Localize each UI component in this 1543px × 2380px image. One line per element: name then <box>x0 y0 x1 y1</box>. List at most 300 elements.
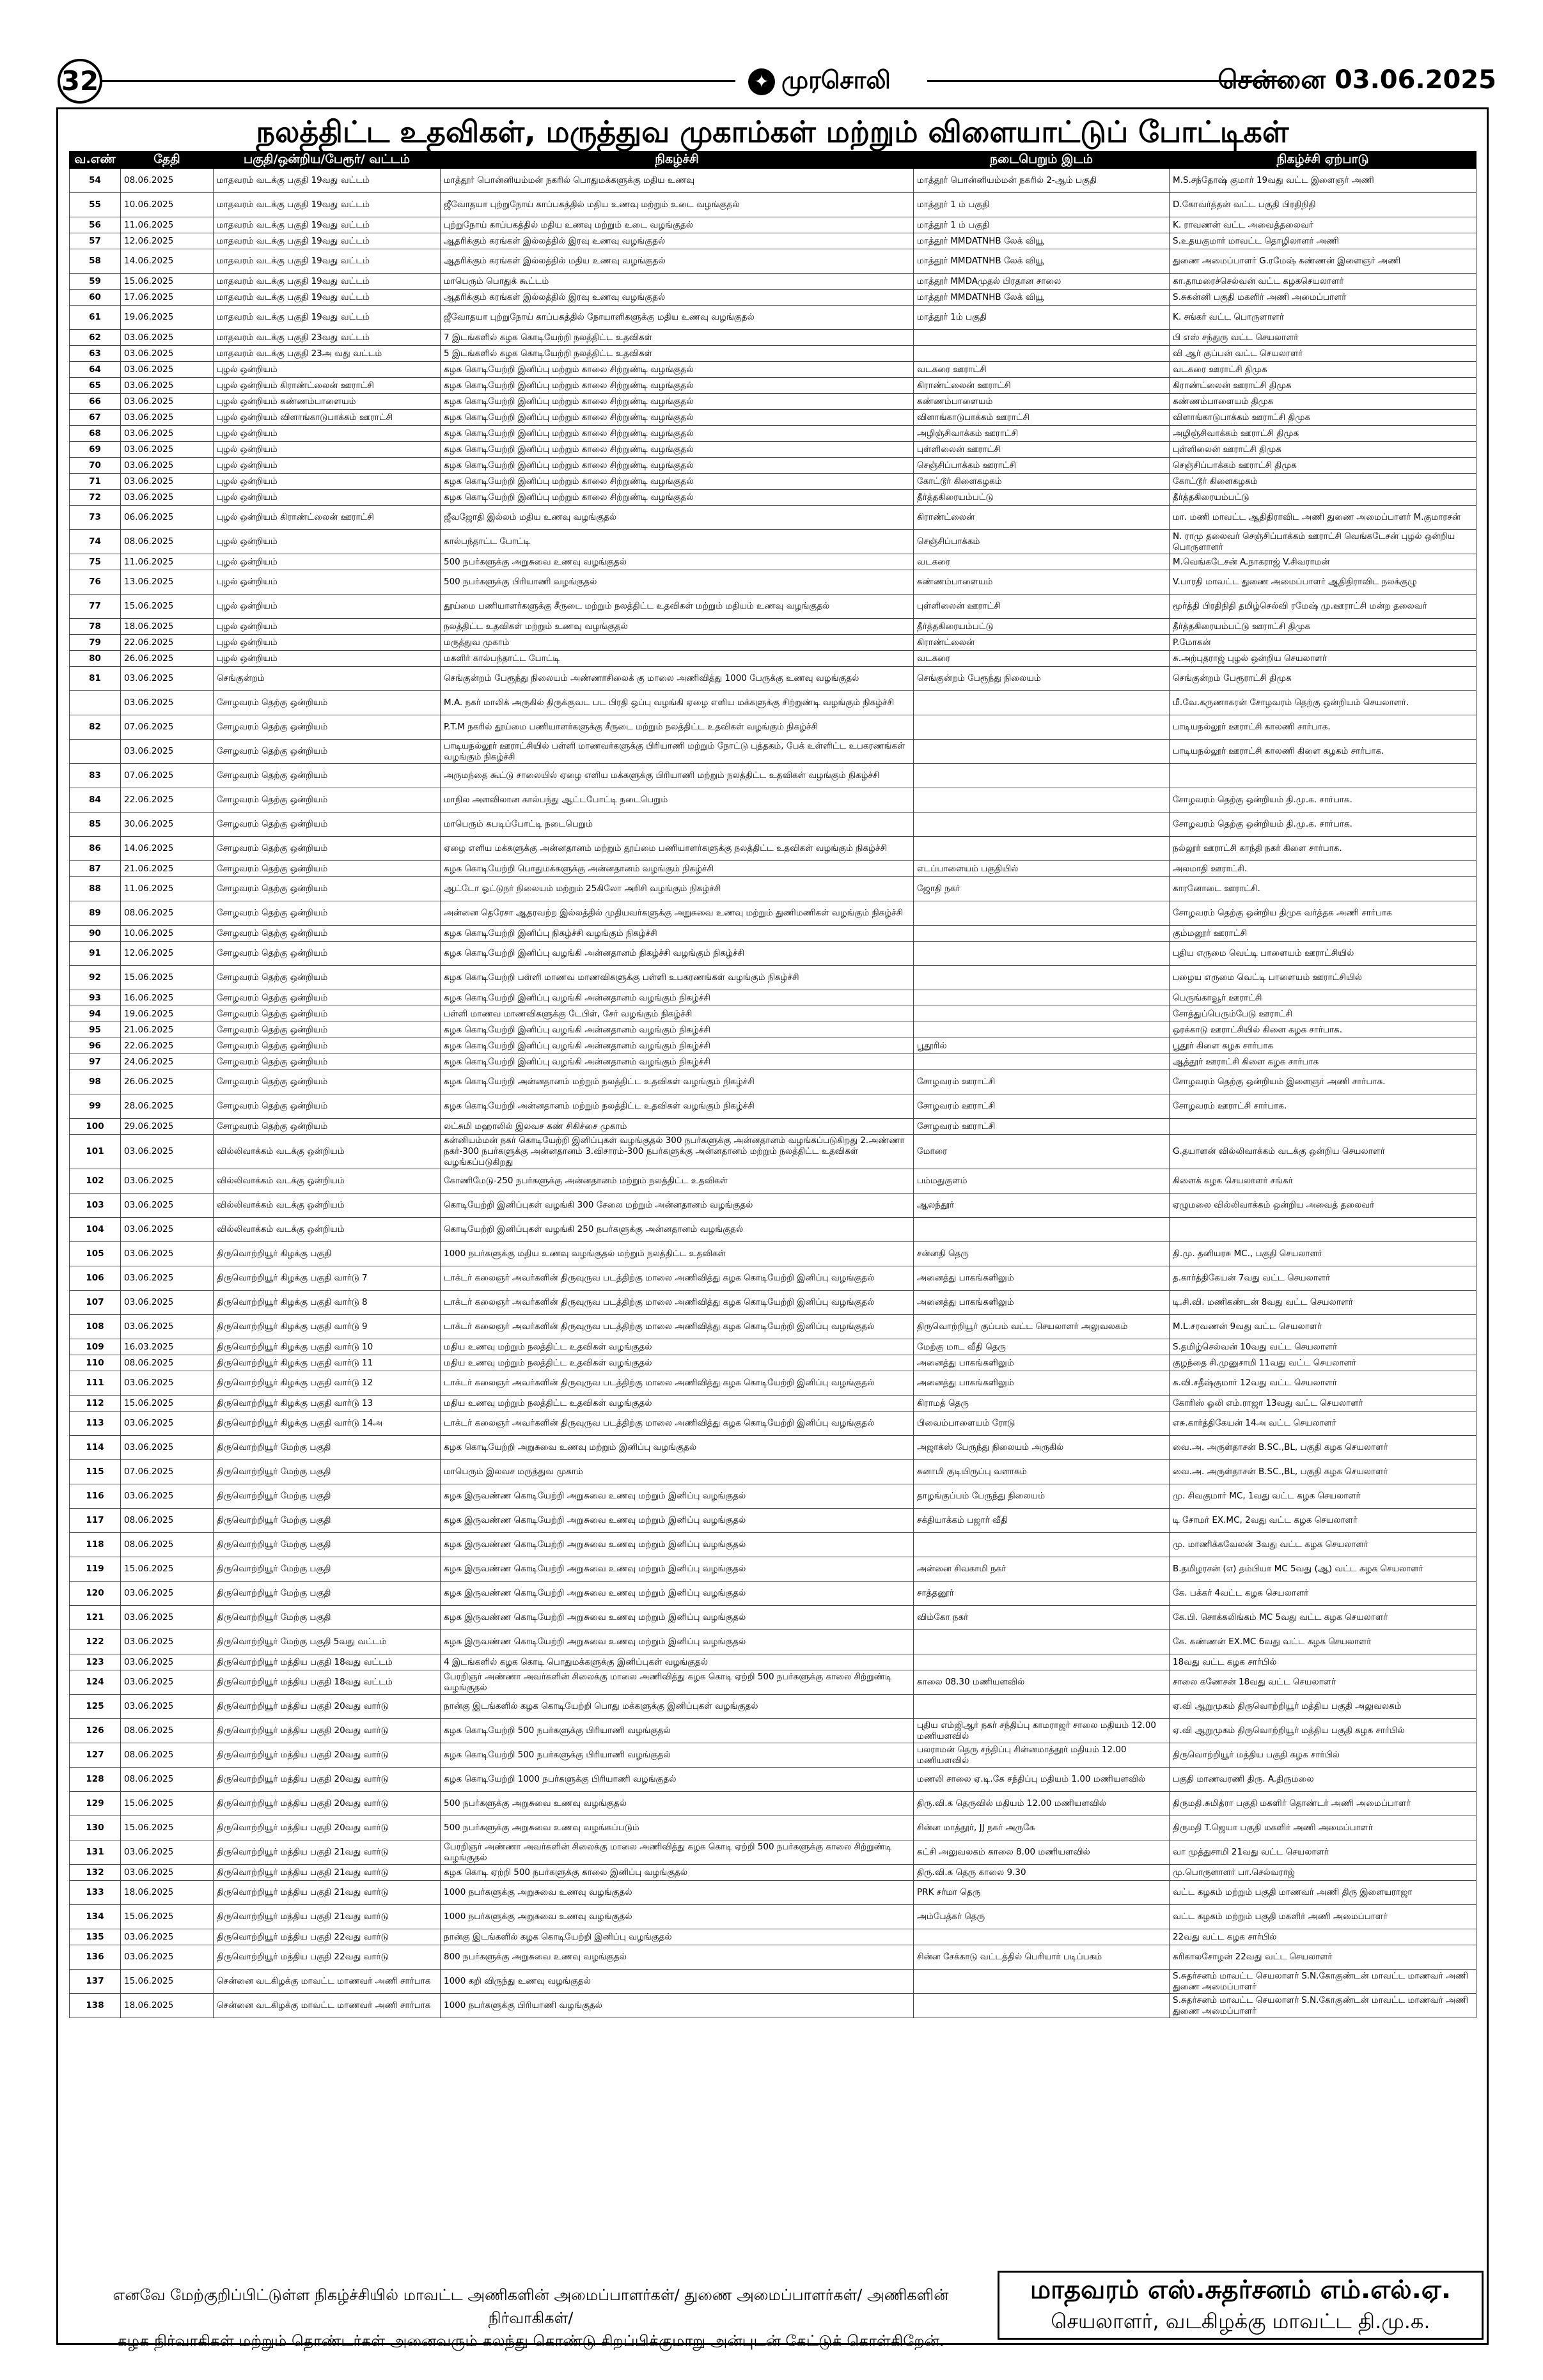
cell-event: பள்ளி மாணவ மாணவிகளுக்கு டேபிள், சேர் வழங்கும் நிகழ்ச்சி <box>441 1006 914 1022</box>
cell-venue: மாத்தூர் 1 ம் பகுதி <box>914 193 1170 217</box>
cell-organizer: ஏ.வி ஆறுமுகம் திருவொற்றியூர் மத்திய பகுதி அலுவலகம் <box>1170 1695 1476 1719</box>
table-row <box>70 966 1476 990</box>
cell-organizer: வா முத்துசாமி 21வது வட்ட செயலாளர் <box>1170 1840 1476 1865</box>
cell-venue <box>914 346 1170 362</box>
cell-serial: 54 <box>70 169 121 193</box>
cell-organizer: வை.அ. அருள்தாசன் B.SC.,BL, பகுதி கழக செயலாளர் <box>1170 1436 1476 1460</box>
cell-date: 21.06.2025 <box>121 1022 214 1038</box>
cell-serial: 81 <box>70 667 121 691</box>
table-row <box>70 667 1476 691</box>
cell-serial: 137 <box>70 1970 121 1994</box>
table-row <box>70 788 1476 813</box>
cell-event: நலத்திட்ட உதவிகள் மற்றும் உணவு வழங்குதல் <box>441 619 914 635</box>
table-row <box>70 290 1476 306</box>
table-row <box>70 715 1476 740</box>
table-row <box>70 1291 1476 1315</box>
cell-serial: 120 <box>70 1582 121 1606</box>
header-event: நிகழ்ச்சி <box>441 152 914 169</box>
cell-organizer: காரனோடை ஊராட்சி. <box>1170 877 1476 901</box>
cell-event: ஜீவோதயா புற்றுநோய் காப்பகத்தில் மதிய உணவு மற்றும் உடை வழங்குதல் <box>441 193 914 217</box>
cell-venue: வடகரை <box>914 554 1170 570</box>
cell-organizer: கண்ணம்பாளையம் திமுக <box>1170 394 1476 410</box>
cell-date: 03.06.2025 <box>121 1135 214 1169</box>
cell-date: 11.06.2025 <box>121 554 214 570</box>
cell-serial: 98 <box>70 1070 121 1094</box>
cell-area: சோழவரம் தெற்கு ஒன்றியம் <box>214 740 441 764</box>
page-title: நலத்திட்ட உதவிகள், மருத்துவ முகாம்கள் மற்றும் விளையாட்டுப் போட்டிகள் <box>256 114 1289 149</box>
cell-organizer: மு. சிவகுமார் MC, 1வது வட்ட கழக செயலாளர் <box>1170 1484 1476 1509</box>
cell-serial: 55 <box>70 193 121 217</box>
cell-event: பேரறிஞர் அண்ணா அவர்களின் சிலைக்கு மாலை அணிவித்து கழக கொடி ஏற்றி 500 நபர்களுக்கு காலை சிற்றுண்டி வழங்குதல் <box>441 1670 914 1695</box>
cell-area: வில்லிவாக்கம் வடக்கு ஒன்றியம் <box>214 1194 441 1218</box>
cell-area: திருவொற்றியூர் கிழக்கு பகுதி வார்டு 10 <box>214 1339 441 1355</box>
table-row <box>70 1533 1476 1557</box>
table-row <box>70 1881 1476 1905</box>
cell-organizer: M.L.சரவணன் 9வது வட்ட செயலாளர் <box>1170 1315 1476 1339</box>
cell-date: 03.06.2025 <box>121 394 214 410</box>
cell-area: சோழவரம் தெற்கு ஒன்றியம் <box>214 1070 441 1094</box>
table-row <box>70 1945 1476 1970</box>
cell-venue <box>914 1054 1170 1070</box>
cell-date: 03.06.2025 <box>121 1218 214 1242</box>
cell-venue: புள்ளிலைன் ஊராட்சி <box>914 595 1170 619</box>
cell-serial: 86 <box>70 837 121 861</box>
cell-organizer: சோத்துப்பெரும்பேடு ஊராட்சி <box>1170 1006 1476 1022</box>
cell-event: கழக கொடியேற்றி இனிப்பு மற்றும் காலை சிற்றுண்டி வழங்குதல் <box>441 362 914 378</box>
table-row <box>70 554 1476 570</box>
cell-area: புழல் ஒன்றியம் <box>214 635 441 651</box>
masthead <box>51 59 1496 101</box>
cell-date: 15.06.2025 <box>121 1396 214 1412</box>
cell-serial: 99 <box>70 1094 121 1119</box>
table-row <box>70 1792 1476 1816</box>
cell-event: M.A. நகர் மாலிக் அருகில் திருக்குவட பட பிரதி ஒப்பு வழங்கி ஏழை எளிய மக்களுக்கு சிற்றுண்டி வழங்கும் நிகழ்ச்சி <box>441 691 914 715</box>
cell-venue: மேற்கு மாட வீதி தெரு <box>914 1339 1170 1355</box>
cell-serial: 111 <box>70 1371 121 1396</box>
cell-event: கழக கொடியேற்றி பள்ளி மாணவ மாணவிகளுக்கு பள்ளி உபகரணங்கள் வழங்கும் நிகழ்ச்சி <box>441 966 914 990</box>
cell-serial: 103 <box>70 1194 121 1218</box>
cell-organizer: 18வது வட்ட கழக சார்பில் <box>1170 1654 1476 1670</box>
cell-date: 08.06.2025 <box>121 1768 214 1792</box>
cell-date: 03.06.2025 <box>121 1695 214 1719</box>
cell-venue: விளாங்காடுபாக்கம் ஊராட்சி <box>914 410 1170 426</box>
cell-event: கழக கொடியேற்றி அன்னதானம் மற்றும் நலத்திட்ட உதவிகள் வழங்கும் நிகழ்ச்சி <box>441 1070 914 1094</box>
cell-serial <box>70 691 121 715</box>
cell-organizer: M.S.சந்தோஷ் குமார் 19வது வட்ட இளைஞர் அணி <box>1170 169 1476 193</box>
cell-venue <box>914 1006 1170 1022</box>
cell-event: நான்கு இடங்களில் கழக கொடியேற்றி இனிப்பு வழங்குதல் <box>441 1929 914 1945</box>
table-row <box>70 1371 1476 1396</box>
cell-venue: புதிய எம்ஜிஆர் நகர் சந்திப்பு காமராஜர் சாலை மதியம் 12.00 மணியளவில் <box>914 1719 1170 1743</box>
table-row <box>70 1670 1476 1695</box>
cell-area: சோழவரம் தெற்கு ஒன்றியம் <box>214 861 441 877</box>
cell-event: நான்கு இடங்களில் கழக கொடியேற்றி பொது மக்களுக்கு இனிப்புகள் வழங்குதல் <box>441 1695 914 1719</box>
cell-area: சோழவரம் தெற்கு ஒன்றியம் <box>214 837 441 861</box>
cell-date: 03.06.2025 <box>121 1582 214 1606</box>
cell-date: 07.06.2025 <box>121 1460 214 1484</box>
cell-area: திருவொற்றியூர் கிழக்கு பகுதி வார்டு 7 <box>214 1266 441 1291</box>
cell-venue: சோழவரம் ஊராட்சி <box>914 1070 1170 1094</box>
cell-venue <box>914 764 1170 788</box>
cell-serial: 66 <box>70 394 121 410</box>
cell-date: 03.06.2025 <box>121 1840 214 1865</box>
cell-venue <box>914 1970 1170 1994</box>
cell-venue: கிராண்ட்லைன் ஊராட்சி <box>914 378 1170 394</box>
paper-logo <box>748 64 914 96</box>
cell-venue: செங்குன்றம் பேரூந்து நிலையம் <box>914 667 1170 691</box>
cell-organizer: டி சோமர் EX.MC, 2வது வட்ட கழக செயலாளர் <box>1170 1509 1476 1533</box>
table-header-row <box>70 152 1476 169</box>
cell-venue: மாத்தூர் MMDATNHB லேக் வியூ <box>914 233 1170 249</box>
cell-serial: 73 <box>70 506 121 530</box>
cell-serial: 124 <box>70 1670 121 1695</box>
cell-date: 22.06.2025 <box>121 1038 214 1054</box>
cell-date: 18.06.2025 <box>121 619 214 635</box>
cell-area: சோழவரம் தெற்கு ஒன்றியம் <box>214 877 441 901</box>
cell-venue: திரு.வி.க தெரு காலை 9.30 <box>914 1865 1170 1881</box>
cell-area: சோழவரம் தெற்கு ஒன்றியம் <box>214 813 441 837</box>
cell-serial: 67 <box>70 410 121 426</box>
cell-serial: 84 <box>70 788 121 813</box>
cell-event: கழக இருவண்ண கொடியேற்றி அறுசுவை உணவு மற்றும் இனிப்பு வழங்குதல் <box>441 1582 914 1606</box>
cell-event: டாக்டர் கலைஞர் அவர்களின் திருவுருவ படத்திற்கு மாலை அணிவித்து கழக கொடியேற்றி இனிப்பு வழங்குதல் <box>441 1291 914 1315</box>
cell-date: 07.06.2025 <box>121 764 214 788</box>
cell-area: திருவொற்றியூர் கிழக்கு பகுதி வார்டு 14அ <box>214 1412 441 1436</box>
cell-date: 03.06.2025 <box>121 667 214 691</box>
cell-date: 10.06.2025 <box>121 193 214 217</box>
cell-serial: 87 <box>70 861 121 877</box>
cell-venue: மணலி சாலை ஏ.டி.கே சந்திப்பு மதியம் 1.00 மணியளவில் <box>914 1768 1170 1792</box>
cell-venue: பூதூரில் <box>914 1038 1170 1054</box>
cell-organizer: பாடியநல்லூர் ஊராட்சி காலணி சார்பாக. <box>1170 715 1476 740</box>
cell-serial: 125 <box>70 1695 121 1719</box>
cell-serial: 62 <box>70 330 121 346</box>
cell-area: மாதவரம் வடக்கு பகுதி 19வது வட்டம் <box>214 233 441 249</box>
cell-area: வில்லிவாக்கம் வடக்கு ஒன்றியம் <box>214 1218 441 1242</box>
cell-organizer: சோழவரம் தெற்கு ஒன்றியம் இளைஞர் அணி சார்பாக. <box>1170 1070 1476 1094</box>
cell-date: 18.06.2025 <box>121 1994 214 2018</box>
cell-event: கழக கொடியேற்றி 500 நபர்களுக்கு பிரியாணி வழங்குதல் <box>441 1719 914 1743</box>
cell-event: டாக்டர் கலைஞர் அவர்களின் திருவுருவ படத்திற்கு மாலை அணிவித்து கழக கொடியேற்றி இனிப்பு வழங்குதல் <box>441 1266 914 1291</box>
cell-date: 03.06.2025 <box>121 1945 214 1970</box>
cell-venue <box>914 966 1170 990</box>
cell-organizer: நல்லூர் ஊராட்சி காந்தி நகர் கிளை சார்பாக. <box>1170 837 1476 861</box>
cell-area: திருவொற்றியூர் கிழக்கு பகுதி வார்டு 9 <box>214 1315 441 1339</box>
table-row <box>70 1339 1476 1355</box>
table-row <box>70 1038 1476 1054</box>
table-row <box>70 1905 1476 1929</box>
cell-event: ஆட்டோ ஓட்டுநர் நிலையம் மற்றும் 25கிலோ அரிசி வழங்கும் நிகழ்ச்சி <box>441 877 914 901</box>
cell-date: 13.06.2025 <box>121 570 214 595</box>
table-row <box>70 570 1476 595</box>
cell-organizer: தி.மு. தனியரசு MC., பகுதி செயலாளர் <box>1170 1242 1476 1266</box>
table-row <box>70 426 1476 442</box>
cell-area: சோழவரம் தெற்கு ஒன்றியம் <box>214 1094 441 1119</box>
table-row <box>70 1695 1476 1719</box>
cell-organizer: G.தயாளன் வில்லிவாக்கம் வடக்கு ஒன்றிய செயலாளர் <box>1170 1135 1476 1169</box>
cell-organizer: வட்ட கழகம் மற்றும் பகுதி மாணவர் அணி திரு இளையராஜா <box>1170 1881 1476 1905</box>
cell-venue: PRK சர்மா தெரு <box>914 1881 1170 1905</box>
cell-organizer: S.சுகன்னி பகுதி மகளிர் அணி அமைப்பாளர் <box>1170 290 1476 306</box>
cell-area: திருவொற்றியூர் மேற்கு பகுதி <box>214 1509 441 1533</box>
cell-date: 03.06.2025 <box>121 1315 214 1339</box>
cell-date: 11.06.2025 <box>121 877 214 901</box>
cell-serial: 117 <box>70 1509 121 1533</box>
cell-event: கழக கொடியேற்றி இனிப்பு வழங்கி அன்னதானம் வழங்கும் நிகழ்ச்சி <box>441 1054 914 1070</box>
cell-event: கழக கொடியேற்றி இனிப்பு மற்றும் காலை சிற்றுண்டி வழங்குதல் <box>441 426 914 442</box>
cell-area: திருவொற்றியூர் மத்திய பகுதி 20வது வார்டு <box>214 1743 441 1768</box>
cell-organizer: பி எஸ் சந்துரு வட்ட செயலாளர் <box>1170 330 1476 346</box>
cell-area: திருவொற்றியூர் மேற்கு பகுதி <box>214 1484 441 1509</box>
table-row <box>70 1768 1476 1792</box>
cell-event: கழக இருவண்ண கொடியேற்றி அறுசுவை உணவு மற்றும் இனிப்பு வழங்குதல் <box>441 1606 914 1630</box>
cell-venue: தாழங்குப்பம் பேருந்து நிலையம் <box>914 1484 1170 1509</box>
cell-organizer: ஒரக்காடு ஊராட்சியில் கிளை கழக சார்பாக. <box>1170 1022 1476 1038</box>
table-row <box>70 1355 1476 1371</box>
table-row <box>70 1606 1476 1630</box>
cell-area: செங்குன்றம் <box>214 667 441 691</box>
cell-organizer: மு.பொருளாளர் பா.செல்வராஜ் <box>1170 1865 1476 1881</box>
cell-date: 03.06.2025 <box>121 442 214 458</box>
cell-event: ஆதரிக்கும் கரங்கள் இல்லத்தில் இரவு உணவு வழங்குதல் <box>441 290 914 306</box>
cell-event: மாநில அளவிலான கால்பந்து ஆட்டபோட்டி நடைபெறும் <box>441 788 914 813</box>
cell-venue: மாத்தூர் MMDATNHB லேக் வியூ <box>914 290 1170 306</box>
cell-organizer: வட்ட கழகம் மற்றும் பகுதி மகளிர் அணி அமைப்பாளர் <box>1170 1905 1476 1929</box>
cell-venue: பலராமன் தெரு சந்திப்பு சின்னமாத்தூர் மதியம் 12.00 மணியளவில் <box>914 1743 1170 1768</box>
cell-serial: 91 <box>70 942 121 966</box>
cell-area: திருவொற்றியூர் கிழக்கு பகுதி <box>214 1242 441 1266</box>
cell-date: 15.06.2025 <box>121 1792 214 1816</box>
cell-date: 03.06.2025 <box>121 1670 214 1695</box>
cell-venue: வடகரை <box>914 651 1170 667</box>
cell-venue <box>914 330 1170 346</box>
cell-venue: பிவைம்பாளையம் ரோடு <box>914 1412 1170 1436</box>
cell-venue: கிராமத் தெரு <box>914 1396 1170 1412</box>
signatory-box <box>998 2271 1484 2340</box>
cell-venue: கண்ணம்பாளையம் <box>914 394 1170 410</box>
masthead-rule-left <box>102 80 735 82</box>
cell-date: 18.06.2025 <box>121 1881 214 1905</box>
rooster-logo-icon: ✦ <box>748 68 775 95</box>
paper-name: முரசொலி <box>781 66 891 94</box>
cell-organizer: சோழவரம் தெற்கு ஒன்றிய திமுக வர்த்தக அணி சார்பாக <box>1170 901 1476 926</box>
table-row <box>70 861 1476 877</box>
cell-event: கழக கொடியேற்றி இனிப்பு வழங்கி அன்னதானம் வழங்கும் நிகழ்ச்சி <box>441 1022 914 1038</box>
cell-serial: 127 <box>70 1743 121 1768</box>
cell-date: 30.06.2025 <box>121 813 214 837</box>
cell-date: 03.06.2025 <box>121 1865 214 1881</box>
cell-serial: 92 <box>70 966 121 990</box>
cell-serial: 82 <box>70 715 121 740</box>
cell-date: 16.03.2025 <box>121 1339 214 1355</box>
cell-area: புழல் ஒன்றியம் <box>214 530 441 554</box>
cell-venue: தீர்த்தகிரையம்பட்டு <box>914 619 1170 635</box>
cell-date: 03.06.2025 <box>121 410 214 426</box>
cell-date: 07.06.2025 <box>121 715 214 740</box>
cell-organizer: கே. கண்ணன் EX.MC 6வது வட்ட கழக செயலாளர் <box>1170 1630 1476 1654</box>
cell-event: 1000 நபர்களுக்கு பிரியாணி வழங்குதல் <box>441 1994 914 2018</box>
cell-venue: அம்பேத்கர் தெரு <box>914 1905 1170 1929</box>
cell-serial: 129 <box>70 1792 121 1816</box>
cell-venue: எடப்பாளையம் பகுதியில் <box>914 861 1170 877</box>
table-row <box>70 306 1476 330</box>
page-number: 32 <box>58 59 102 104</box>
table-row <box>70 1218 1476 1242</box>
header-area: பகுதி/ஒன்றிய/பேரூர்/ வட்டம் <box>214 152 441 169</box>
cell-organizer: பெருங்காவூர் ஊராட்சி <box>1170 990 1476 1006</box>
cell-serial: 60 <box>70 290 121 306</box>
cell-date: 03.06.2025 <box>121 474 214 490</box>
cell-venue <box>914 1630 1170 1654</box>
cell-organizer: கே. பக்கர் 4வட்ட கழக செயலாளர் <box>1170 1582 1476 1606</box>
table-row <box>70 490 1476 506</box>
cell-date: 03.06.2025 <box>121 1654 214 1670</box>
cell-area: திருவொற்றியூர் மத்திய பகுதி 20வது வார்டு <box>214 1816 441 1840</box>
table-row <box>70 1970 1476 1994</box>
cell-venue <box>914 1533 1170 1557</box>
cell-organizer: அழிஞ்சிவாக்கம் ஊராட்சி திமுக <box>1170 426 1476 442</box>
cell-venue <box>914 1994 1170 2018</box>
cell-organizer: குழந்தை சி.முனுசாமி 11வது வட்ட செயலாளர் <box>1170 1355 1476 1371</box>
cell-area: புழல் ஒன்றியம் கண்ணம்பாளையம் <box>214 394 441 410</box>
cell-venue <box>914 691 1170 715</box>
cell-organizer: D.கோவர்த்தன் வட்ட பகுதி பிரதிநிதி <box>1170 193 1476 217</box>
cell-date: 03.06.2025 <box>121 1242 214 1266</box>
cell-event: 4 இடங்களில் கழக கொடி பொதுமக்களுக்கு இனிப்புகள் வழங்குதல் <box>441 1654 914 1670</box>
cell-venue: விம்கோ நகர் <box>914 1606 1170 1630</box>
cell-organizer: பகுதி மாணவரணி திரு. A.திருமலை <box>1170 1768 1476 1792</box>
cell-area: சோழவரம் தெற்கு ஒன்றியம் <box>214 1119 441 1135</box>
cell-venue: சன்னதி தெரு <box>914 1242 1170 1266</box>
cell-area: சோழவரம் தெற்கு ஒன்றியம் <box>214 1022 441 1038</box>
cell-area: புழல் ஒன்றியம் <box>214 426 441 442</box>
cell-serial: 71 <box>70 474 121 490</box>
cell-venue: அழிஞ்சிவாக்கம் ஊராட்சி <box>914 426 1170 442</box>
cell-venue <box>914 1218 1170 1242</box>
cell-date: 03.06.2025 <box>121 1412 214 1436</box>
cell-date: 06.06.2025 <box>121 506 214 530</box>
cell-area: திருவொற்றியூர் மேற்கு பகுதி <box>214 1582 441 1606</box>
cell-date: 16.06.2025 <box>121 990 214 1006</box>
cell-event: கழக இருவண்ண கொடியேற்றி அறுசுவை உணவு மற்றும் இனிப்பு வழங்குதல் <box>441 1557 914 1582</box>
cell-venue <box>914 990 1170 1006</box>
cell-event: கழக இருவண்ண கொடியேற்றி அறுசுவை உணவு மற்றும் இனிப்பு வழங்குதல் <box>441 1484 914 1509</box>
cell-organizer: சோழவரம் தெற்கு ஒன்றியம் தி.மு.க. சார்பாக. <box>1170 813 1476 837</box>
cell-serial: 107 <box>70 1291 121 1315</box>
cell-organizer: துணை அமைப்பாளர் G.ரமேஷ் கண்ணன் இளைஞர் அணி <box>1170 249 1476 274</box>
table-row <box>70 1070 1476 1094</box>
cell-venue: வடகரை ஊராட்சி <box>914 362 1170 378</box>
cell-event: மதிய உணவு மற்றும் நலத்திட்ட உதவிகள் வழங்குதல் <box>441 1355 914 1371</box>
cell-event: 500 நபர்களுக்கு பிரியாணி வழங்குதல் <box>441 570 914 595</box>
cell-organizer: திருவொற்றியூர் மத்திய பகுதி கழக சார்பில் <box>1170 1743 1476 1768</box>
cell-date: 03.06.2025 <box>121 426 214 442</box>
cell-serial: 106 <box>70 1266 121 1291</box>
table-row <box>70 837 1476 861</box>
cell-date: 03.06.2025 <box>121 362 214 378</box>
cell-area: மாதவரம் வடக்கு பகுதி 19வது வட்டம் <box>214 274 441 290</box>
cell-date: 03.06.2025 <box>121 1606 214 1630</box>
cell-venue: மாத்தூர் MMDAமுதல் பிரதான சாலை <box>914 274 1170 290</box>
table-row <box>70 635 1476 651</box>
cell-area: திருவொற்றியூர் மேற்கு பகுதி 5வது வட்டம் <box>214 1630 441 1654</box>
cell-event: 1000 நபர்களுக்கு மதிய உணவு வழங்குதல் மற்றும் நலத்திட்ட உதவிகள் <box>441 1242 914 1266</box>
cell-area: புழல் ஒன்றியம் <box>214 651 441 667</box>
cell-area: திருவொற்றியூர் மத்திய பகுதி 20வது வார்டு <box>214 1768 441 1792</box>
cell-serial: 108 <box>70 1315 121 1339</box>
cell-venue: ஆலந்தூர் <box>914 1194 1170 1218</box>
cell-serial: 119 <box>70 1557 121 1582</box>
cell-serial: 80 <box>70 651 121 667</box>
cell-serial: 63 <box>70 346 121 362</box>
cell-serial: 90 <box>70 926 121 942</box>
cell-serial: 93 <box>70 990 121 1006</box>
cell-organizer: வை.அ. அருள்தாசன் B.SC.,BL, பகுதி கழக செயலாளர் <box>1170 1460 1476 1484</box>
cell-organizer: B.தமிழரசன் (எ) தம்பியா MC 5வது (ஆ) வட்ட கழக செயலாளர் <box>1170 1557 1476 1582</box>
cell-venue: கிராண்ட்லைன் <box>914 635 1170 651</box>
header-date: தேதி <box>121 152 214 169</box>
cell-organizer: மீ.வே.கருணாகரன் சோழவரம் தெற்கு ஒன்றியம் செயலாளர். <box>1170 691 1476 715</box>
cell-serial: 57 <box>70 233 121 249</box>
cell-serial: 65 <box>70 378 121 394</box>
table-row <box>70 651 1476 667</box>
cell-event: கால்பந்தாட்ட போட்டி <box>441 530 914 554</box>
cell-organizer: தீர்த்தகிரையம்பட்டு <box>1170 490 1476 506</box>
cell-serial: 130 <box>70 1816 121 1840</box>
cell-event: கழக கொடியேற்றி 1000 நபர்களுக்கு பிரியாணி வழங்குதல் <box>441 1768 914 1792</box>
cell-organizer <box>1170 1218 1476 1242</box>
cell-organizer: ஆத்தூர் ஊராட்சி கிளை கழக சார்பாக <box>1170 1054 1476 1070</box>
cell-date: 03.06.2025 <box>121 1436 214 1460</box>
cell-organizer: சு.அற்புதராஜ் புழல் ஒன்றிய செயலாளர் <box>1170 651 1476 667</box>
cell-date: 03.06.2025 <box>121 1266 214 1291</box>
cell-organizer: புள்ளிலைன் ஊராட்சி திமுக <box>1170 442 1476 458</box>
cell-area: சோழவரம் தெற்கு ஒன்றியம் <box>214 715 441 740</box>
cell-organizer: கா.தாமரைச்செல்வன் வட்ட கழகசெயலாளர் <box>1170 274 1476 290</box>
cell-serial: 110 <box>70 1355 121 1371</box>
cell-serial: 68 <box>70 426 121 442</box>
header-organizer: நிகழ்ச்சி ஏற்பாடு <box>1170 152 1476 169</box>
table-row <box>70 1743 1476 1768</box>
cell-serial: 89 <box>70 901 121 926</box>
cell-area: சென்னை வடகிழக்கு மாவட்ட மாணவர் அணி சார்பாக <box>214 1994 441 2018</box>
cell-event: பாடியநல்லூர் ஊராட்சியில் பள்ளி மாணவர்களுக்கு பிரியாணி மற்றும் நோட்டு புத்தகம், பேக் உள்ளிட்ட உபகரணங்கள் வழங்கும் நிகழ்ச்சி <box>441 740 914 764</box>
cell-organizer: சாலை கணேசன் 18வது வட்ட செயலாளர் <box>1170 1670 1476 1695</box>
cell-area: சோழவரம் தெற்கு ஒன்றியம் <box>214 788 441 813</box>
cell-area: சோழவரம் தெற்கு ஒன்றியம் <box>214 901 441 926</box>
table-row <box>70 942 1476 966</box>
cell-organizer: மு. மாணிக்கவேலன் 3வது வட்ட கழக செயலாளர் <box>1170 1533 1476 1557</box>
cell-area: புழல் ஒன்றியம் <box>214 490 441 506</box>
cell-venue: சின்ன மாத்தூர், JJ நகர் அருகே <box>914 1816 1170 1840</box>
cell-date: 03.06.2025 <box>121 330 214 346</box>
cell-venue <box>914 942 1170 966</box>
cell-organizer: பூதூர் கிளை கழக சார்பாக <box>1170 1038 1476 1054</box>
table-row <box>70 378 1476 394</box>
cell-venue: கண்ணம்பாளையம் <box>914 570 1170 595</box>
cell-date: 15.06.2025 <box>121 1905 214 1929</box>
cell-area: சோழவரம் தெற்கு ஒன்றியம் <box>214 926 441 942</box>
cell-organizer: விளாங்காடுபாக்கம் ஊராட்சி திமுக <box>1170 410 1476 426</box>
cell-venue: அனைத்து பாகங்களிலும் <box>914 1266 1170 1291</box>
table-row <box>70 193 1476 217</box>
cell-organizer: சோழவரம் ஊராட்சி சார்பாக. <box>1170 1094 1476 1119</box>
table-row <box>70 595 1476 619</box>
cell-venue: கட்சி அலுவலகம் காலை 8.00 மணியளவில் <box>914 1840 1170 1865</box>
cell-date: 15.06.2025 <box>121 1557 214 1582</box>
city-date: சென்னை 03.06.2025 <box>1218 65 1496 95</box>
cell-organizer: வி ஆர் குப்பன் வட்ட செயலாளர் <box>1170 346 1476 362</box>
